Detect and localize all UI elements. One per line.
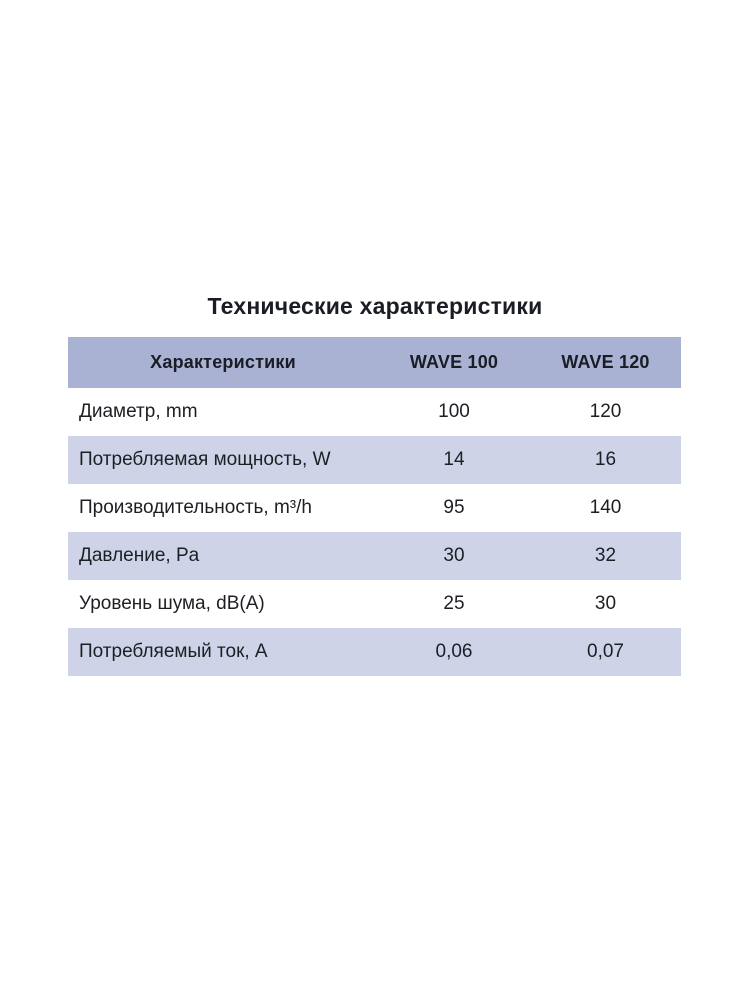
value-wave100: 100 (378, 388, 530, 436)
value-wave120: 16 (530, 436, 681, 484)
spec-table (68, 337, 681, 676)
table-row (68, 436, 681, 484)
value-wave120: 30 (530, 580, 681, 628)
value-wave100: 25 (378, 580, 530, 628)
header-cell-wave100: WAVE 100 (378, 337, 530, 388)
value-wave120: 32 (530, 532, 681, 580)
row-label: Уровень шума, dB(A) (68, 580, 378, 628)
value-wave100: 30 (378, 532, 530, 580)
row-label: Диаметр, mm (68, 388, 378, 436)
row-label: Производительность, m³/h (68, 484, 378, 532)
row-label: Потребляемая мощность, W (68, 436, 378, 484)
table-header-row (68, 337, 681, 388)
value-wave100: 0,06 (378, 628, 530, 676)
value-wave120: 140 (530, 484, 681, 532)
table-row (68, 628, 681, 676)
value-wave120: 0,07 (530, 628, 681, 676)
value-wave100: 95 (378, 484, 530, 532)
value-wave120: 120 (530, 388, 681, 436)
table-row (68, 580, 681, 628)
table-row (68, 532, 681, 580)
table-row (68, 484, 681, 532)
table-row (68, 388, 681, 436)
value-wave100: 14 (378, 436, 530, 484)
page-title: Технические характеристики (207, 293, 543, 319)
header-cell-wave120: WAVE 120 (530, 337, 681, 388)
row-label: Давление, Pa (68, 532, 378, 580)
row-label: Потребляемый ток, A (68, 628, 378, 676)
header-cell-characteristics: Характеристики (68, 337, 378, 388)
